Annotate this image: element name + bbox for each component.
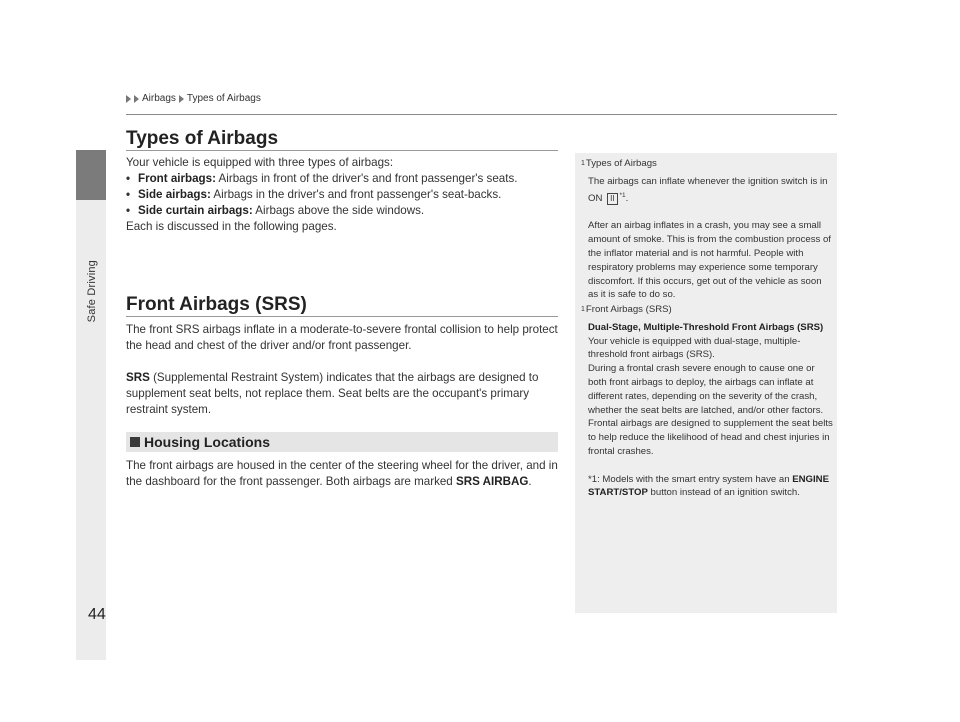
note1-para2: After an airbag inflates in a crash, you may see a small amount of smoke. This is from the combustion process of the inflator material and is not harmful. People with respiratory problems may experience some temporary discomfort. If this occurs, get out of the vehicle as soon as it is safe to do so. xyxy=(588,220,831,301)
housing-heading xyxy=(126,432,558,452)
srs-airbag-mark: SRS AIRBAG xyxy=(455,475,529,488)
bullet-icon: • xyxy=(126,204,131,217)
footnote-text: *1: Models with the smart entry system have an xyxy=(588,473,793,485)
note1-text-end: . xyxy=(625,192,629,204)
title-underline xyxy=(126,316,558,317)
breadcrumb-level1[interactable]: Airbags xyxy=(142,93,176,104)
types-closing: Each is discussed in the following pages. xyxy=(126,220,337,233)
note2-para1: Your vehicle is equipped with dual-stage, multiple-threshold front airbags (SRS). xyxy=(588,335,801,361)
breadcrumb-level2[interactable]: Types of Airbags xyxy=(186,93,261,104)
bullet-text: Airbags in front of the driver's and front passenger's seats. xyxy=(215,172,518,185)
page-number: 44 xyxy=(88,606,106,623)
footnote-text-end: button instead of an ignition switch. xyxy=(647,487,800,499)
section-side-label: Safe Driving xyxy=(86,260,98,323)
section-title-front: Front Airbags (SRS) xyxy=(126,294,307,315)
front-para2 xyxy=(126,370,562,418)
ignition-on-icon: II xyxy=(607,193,617,205)
note1-para1 xyxy=(588,175,833,206)
note1-text: The airbags can inflate whenever the ignition switch is in ON xyxy=(588,175,828,204)
note2-subhead: Dual-Stage, Multiple-Threshold Front Airbags (SRS) xyxy=(588,321,824,333)
breadcrumb xyxy=(126,93,261,104)
note-header xyxy=(581,303,833,317)
note2-para2: During a frontal crash severe enough to cause one or both front airbags to deploy, the airbags can inflate at different rates, depending on the severity of the crash, whether the seat belts are latched, and/or other factors. Frontal airbags are designed to supplement the seat belts to help reduce the likelihood of head and chest injuries in frontal crashes. xyxy=(588,363,833,457)
bullet-text: Airbags above the side windows. xyxy=(252,204,425,217)
bullet-text: Airbags in the driver's and front passenger's seat-backs. xyxy=(210,188,502,201)
section-tab xyxy=(76,150,106,200)
housing-para xyxy=(126,458,562,490)
section-title-types: Types of Airbags xyxy=(126,128,279,149)
bullet-label: Side airbags: xyxy=(138,188,211,201)
note-title[interactable]: Types of Airbags xyxy=(585,158,657,169)
front-para2-text: (Supplemental Restraint System) indicates that the airbags are designed to supplement seat belts, not replace them. Seat belts are the occupant's primary restraint system. xyxy=(126,371,539,416)
square-bullet-icon xyxy=(130,437,140,447)
front-para1: The front SRS airbags inflate in a moderate-to-severe frontal collision to help protect the head and chest of the driver and/or front passenger. xyxy=(126,323,558,352)
types-body xyxy=(126,155,562,235)
header-divider xyxy=(126,114,837,115)
housing-heading-text: Housing Locations xyxy=(144,434,270,450)
note-title[interactable]: Front Airbags (SRS) xyxy=(585,304,672,315)
bullet-icon: • xyxy=(126,172,131,185)
bullet-label: Front airbags: xyxy=(138,172,216,185)
housing-body xyxy=(126,458,562,490)
note-number: 1 xyxy=(581,306,585,313)
list-item xyxy=(126,203,562,219)
note-front xyxy=(575,303,833,500)
breadcrumb-arrow-icon xyxy=(179,95,184,103)
bullet-icon: • xyxy=(126,188,131,201)
note-types xyxy=(575,157,833,302)
front-body xyxy=(126,322,562,418)
note-body xyxy=(588,175,833,302)
footnote-ref: *1 xyxy=(619,191,626,199)
srs-term: SRS xyxy=(126,371,150,384)
engine-start-stop-term: ENGINE START/STOP xyxy=(588,473,830,499)
list-item xyxy=(126,171,562,187)
note-header xyxy=(581,157,833,171)
breadcrumb-arrow-icon xyxy=(126,95,131,103)
housing-para-end: . xyxy=(528,475,532,488)
note-number: 1 xyxy=(581,160,585,167)
breadcrumb-arrow-icon xyxy=(134,95,139,103)
title-underline xyxy=(126,150,558,151)
housing-para-start: The front airbags are housed in the center of the steering wheel for the driver, and in the dashboard for the front passenger. Both airbags are marked xyxy=(126,459,558,488)
list-item xyxy=(126,187,562,203)
note-body xyxy=(588,321,833,500)
note2-footnote xyxy=(588,473,833,501)
types-intro: Your vehicle is equipped with three types of airbags: xyxy=(126,156,394,169)
bullet-label: Side curtain airbags: xyxy=(138,204,253,217)
